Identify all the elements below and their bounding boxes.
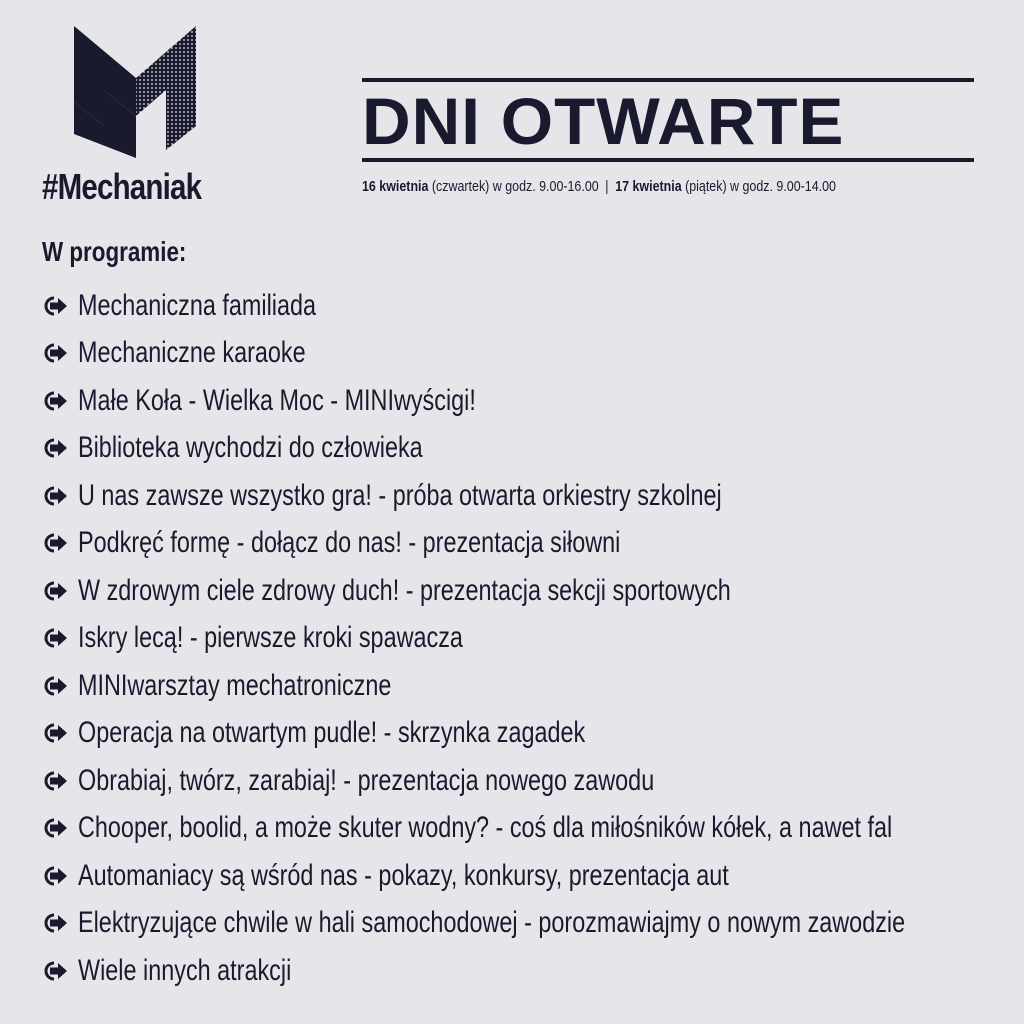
program-item (44, 852, 1024, 900)
day2-hours: (piątek) w godz. 9.00-14.00 (681, 178, 836, 195)
arrow-right-circle-icon (44, 913, 68, 933)
arrow-right-circle-icon (44, 343, 68, 363)
program-item-text: Małe Koła - Wielka Moc - MINIwyścigi! (78, 383, 476, 417)
program-item-text: U nas zawsze wszystko gra! - próba otwarta orkiestry szkolnej (78, 478, 722, 512)
arrow-right-circle-icon (44, 391, 68, 411)
arrow-right-circle-icon (44, 771, 68, 791)
program-item (44, 947, 1024, 995)
program-item-text: Operacja na otwartym pudle! - skrzynka zagadek (78, 716, 586, 750)
event-dates (362, 178, 877, 195)
program-item-text: Mechaniczne karaoke (78, 336, 306, 370)
arrow-right-circle-icon (44, 628, 68, 648)
program-item-text: Automaniacy są wśród nas - pokazy, konkursy, prezentacja aut (78, 858, 729, 892)
event-title-block (362, 78, 974, 162)
program-item (44, 900, 1024, 948)
program-item (44, 710, 1024, 758)
arrow-right-circle-icon (44, 676, 68, 696)
program-item-text: Elektryzujące chwile w hali samochodowej - porozmawiajmy o nowym zawodzie (78, 906, 906, 940)
arrow-right-circle-icon (44, 818, 68, 838)
program-item-text: Wiele innych atrakcji (78, 953, 292, 987)
arrow-right-circle-icon (44, 961, 68, 981)
program-item (44, 757, 1024, 805)
program-item-text: Iskry lecą! - pierwsze kroki spawacza (78, 621, 463, 655)
event-title: DNI OTWARTE (362, 84, 845, 158)
program-item-text: MINIwarsztay mechatroniczne (78, 668, 392, 702)
program-list (44, 282, 1024, 995)
program-item-text: Obrabiaj, twórz, zarabiaj! - prezentacja nowego zawodu (78, 763, 655, 797)
arrow-right-circle-icon (44, 296, 68, 316)
program-item (44, 330, 1024, 378)
program-item (44, 425, 1024, 473)
arrow-right-circle-icon (44, 533, 68, 553)
program-item (44, 520, 1024, 568)
program-heading: W programie: (42, 236, 187, 267)
arrow-right-circle-icon (44, 581, 68, 601)
program-item-text: Chooper, boolid, a może skuter wodny? - coś dla miłośników kółek, a nawet fal (78, 811, 893, 845)
program-item (44, 472, 1024, 520)
day1-date: 16 kwietnia (362, 178, 429, 195)
title-bottom-rule (362, 158, 974, 162)
program-item-text: Biblioteka wychodzi do człowieka (78, 431, 423, 465)
program-item (44, 615, 1024, 663)
day2-date: 17 kwietnia (615, 178, 682, 195)
program-item-text: Mechaniczna familiada (78, 288, 317, 322)
arrow-right-circle-icon (44, 486, 68, 506)
program-item (44, 377, 1024, 425)
program-item (44, 805, 1024, 853)
mechaniak-logo-icon (74, 26, 196, 158)
date-separator: | (605, 178, 609, 195)
program-item-text: W zdrowym ciele zdrowy duch! - prezentacja sekcji sportowych (78, 573, 731, 607)
program-item (44, 567, 1024, 615)
arrow-right-circle-icon (44, 438, 68, 458)
hashtag-title: #Mechaniak (42, 166, 202, 207)
arrow-right-circle-icon (44, 866, 68, 886)
arrow-right-circle-icon (44, 723, 68, 743)
program-item (44, 282, 1024, 330)
program-item (44, 662, 1024, 710)
title-top-rule (362, 78, 974, 82)
day1-hours: (czwartek) w godz. 9.00-16.00 (428, 178, 599, 195)
program-item-text: Podkręć formę - dołącz do nas! - prezentacja siłowni (78, 526, 621, 560)
